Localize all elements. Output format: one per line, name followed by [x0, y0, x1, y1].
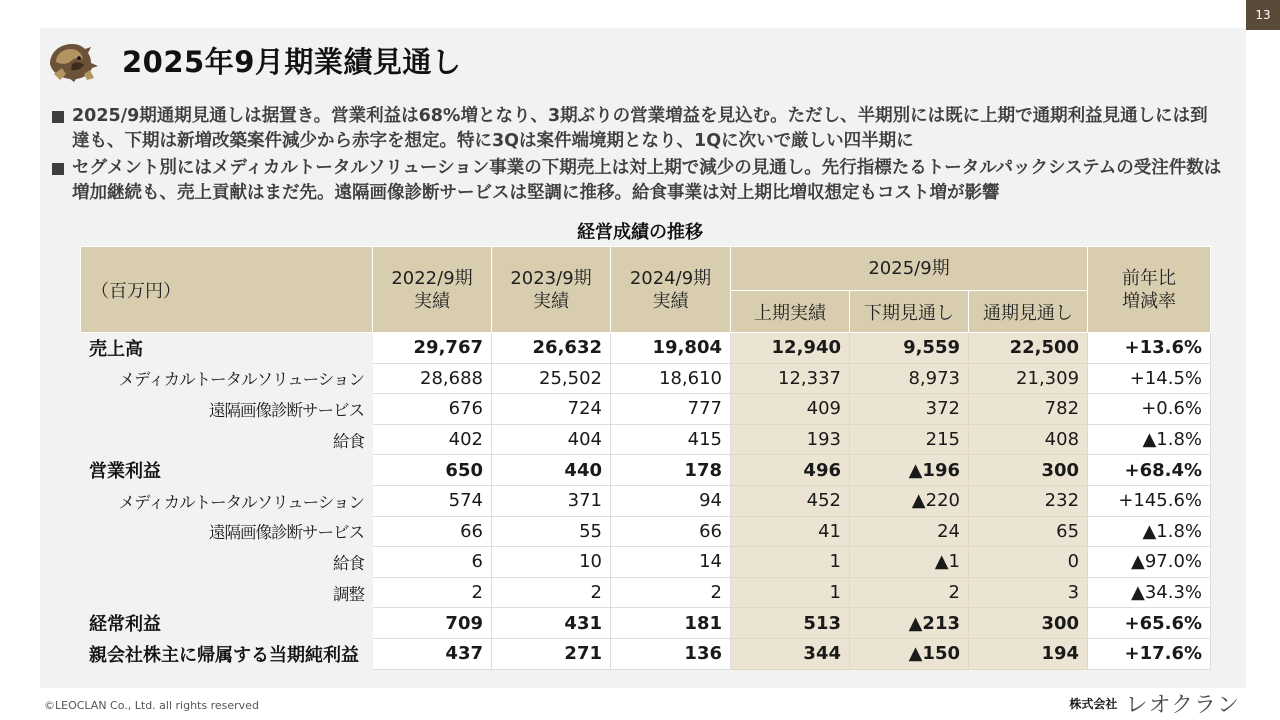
page-title: 2025年9月期業績見通し	[122, 45, 462, 79]
table-cell: 452	[731, 485, 850, 516]
table-cell: 21,309	[969, 363, 1088, 394]
table-cell: 724	[492, 394, 611, 425]
row-label: 給食	[81, 547, 373, 578]
table-cell: 650	[373, 455, 492, 486]
table-row	[81, 577, 1211, 608]
table-cell: 2	[492, 577, 611, 608]
group-header-2025: 2025/9期	[731, 247, 1088, 291]
table-cell: 300	[969, 455, 1088, 486]
table-row	[81, 394, 1211, 425]
table-cell: 402	[373, 424, 492, 455]
table-cell: 437	[373, 638, 492, 669]
table-cell: 8,973	[850, 363, 969, 394]
table-cell: +68.4%	[1088, 455, 1211, 486]
table-cell: 65	[969, 516, 1088, 547]
table-cell: 1	[731, 577, 850, 608]
table-cell: ▲1.8%	[1088, 424, 1211, 455]
row-label: 営業利益	[81, 455, 373, 486]
table-cell: ▲196	[850, 455, 969, 486]
table-row	[81, 424, 1211, 455]
table-cell: ▲1	[850, 547, 969, 578]
table-cell: +65.6%	[1088, 608, 1211, 639]
brand-logo	[1069, 688, 1240, 719]
table-cell: 409	[731, 394, 850, 425]
table-cell: +13.6%	[1088, 333, 1211, 364]
table-cell: 66	[611, 516, 731, 547]
row-label: 給食	[81, 424, 373, 455]
copyright-footer: ©LEOCLAN Co., Ltd. all rights reserved	[44, 699, 259, 712]
col-header-2024-label: 2024/9期 実績	[629, 267, 712, 312]
table-cell: 496	[731, 455, 850, 486]
table-cell: 215	[850, 424, 969, 455]
col-header-h1: 上期実績	[731, 291, 850, 333]
table-cell: ▲1.8%	[1088, 516, 1211, 547]
table-cell: 25,502	[492, 363, 611, 394]
table-cell: ▲34.3%	[1088, 577, 1211, 608]
table-cell: 12,940	[731, 333, 850, 364]
bullet-square-icon	[52, 111, 64, 123]
table-cell: 371	[492, 485, 611, 516]
table-cell: 10	[492, 547, 611, 578]
brand-name: レオクラン	[1125, 693, 1240, 718]
bullet-text: 2025/9期通期見通しは据置き。営業利益は68%増となり、3期ぶりの営業増益を見込む。ただし、半期別には既に上期で通期利益見通しには到達も、下期は新増改築案件減少から赤字を想定。特に3Qは案件端境期となり、1Qに次いで厳しい四半期に	[72, 106, 1208, 151]
table-cell: 415	[611, 424, 731, 455]
table-cell: 12,337	[731, 363, 850, 394]
table-cell: 372	[850, 394, 969, 425]
col-header-2024	[611, 247, 731, 333]
table-cell: 300	[969, 608, 1088, 639]
unit-header: （百万円）	[81, 247, 373, 333]
table-body	[81, 333, 1211, 670]
table-cell: 2	[611, 577, 731, 608]
table-cell: 232	[969, 485, 1088, 516]
col-header-2022-label: 2022/9期 実績	[391, 267, 473, 312]
performance-table	[80, 246, 1211, 670]
col-header-h2: 下期見通し	[850, 291, 969, 333]
col-header-fy: 通期見通し	[969, 291, 1088, 333]
row-label: 調整	[81, 577, 373, 608]
table-cell: ▲220	[850, 485, 969, 516]
bullet-square-icon	[52, 163, 64, 175]
table-cell: 181	[611, 608, 731, 639]
table-row	[81, 333, 1211, 364]
table-cell: 94	[611, 485, 731, 516]
table-cell: 18,610	[611, 363, 731, 394]
table-cell: ▲97.0%	[1088, 547, 1211, 578]
table-cell: 2	[373, 577, 492, 608]
table-cell: 777	[611, 394, 731, 425]
row-label: 遠隔画像診断サービス	[81, 394, 373, 425]
col-header-yoy	[1088, 247, 1211, 333]
table-title: 経営成績の推移	[577, 222, 703, 243]
table-cell: 344	[731, 638, 850, 669]
table-cell: ▲213	[850, 608, 969, 639]
table-cell: 513	[731, 608, 850, 639]
col-header-2023-label: 2023/9期 実績	[510, 267, 592, 312]
col-header-yoy-label: 前年比 増減率	[1122, 267, 1177, 312]
table-cell: 14	[611, 547, 731, 578]
brand-company: 株式会社	[1069, 697, 1118, 711]
table-cell: 440	[492, 455, 611, 486]
table-cell: +14.5%	[1088, 363, 1211, 394]
table-cell: 26,632	[492, 333, 611, 364]
table-row	[81, 608, 1211, 639]
row-label: 売上高	[81, 333, 373, 364]
table-cell: 408	[969, 424, 1088, 455]
table-cell: 1	[731, 547, 850, 578]
lion-icon	[44, 34, 102, 84]
bullet-item-1	[52, 104, 1222, 154]
row-label: 遠隔画像診断サービス	[81, 516, 373, 547]
table-cell: 28,688	[373, 363, 492, 394]
table-cell: 709	[373, 608, 492, 639]
row-label: 経常利益	[81, 608, 373, 639]
table-cell: 19,804	[611, 333, 731, 364]
table-cell: 24	[850, 516, 969, 547]
bullet-text: セグメント別にはメディカルトータルソリューション事業の下期売上は対上期で減少の見通し。先行指標たるトータルパックシステムの受注件数は増加継続も、売上貢献はまだ先。遠隔画像診断サービスは堅調に推移。給食事業は対上期比増収想定もコスト増が影響	[72, 158, 1222, 203]
page-number: 13	[1246, 0, 1280, 30]
table-row	[81, 485, 1211, 516]
table-cell: 574	[373, 485, 492, 516]
row-label: メディカルトータルソリューション	[81, 485, 373, 516]
table-cell: 2	[850, 577, 969, 608]
table-row	[81, 516, 1211, 547]
table-cell: 193	[731, 424, 850, 455]
row-label: 親会社株主に帰属する当期純利益	[81, 638, 373, 669]
table-cell: 136	[611, 638, 731, 669]
table-row	[81, 363, 1211, 394]
table-cell: 41	[731, 516, 850, 547]
table-cell: 0	[969, 547, 1088, 578]
table-cell: 3	[969, 577, 1088, 608]
table-cell: 66	[373, 516, 492, 547]
table-cell: 29,767	[373, 333, 492, 364]
table-cell: 271	[492, 638, 611, 669]
table-cell: +17.6%	[1088, 638, 1211, 669]
table-cell: 9,559	[850, 333, 969, 364]
bullet-item-2	[52, 156, 1222, 206]
table-cell: +145.6%	[1088, 485, 1211, 516]
col-header-2022	[373, 247, 492, 333]
table-cell: 194	[969, 638, 1088, 669]
table-row	[81, 547, 1211, 578]
table-cell: 178	[611, 455, 731, 486]
table-row	[81, 638, 1211, 669]
table-cell: 22,500	[969, 333, 1088, 364]
table-cell: 404	[492, 424, 611, 455]
table-cell: 55	[492, 516, 611, 547]
table-row	[81, 455, 1211, 486]
table-cell: 431	[492, 608, 611, 639]
row-label: メディカルトータルソリューション	[81, 363, 373, 394]
table-cell: ▲150	[850, 638, 969, 669]
table-cell: +0.6%	[1088, 394, 1211, 425]
table-cell: 782	[969, 394, 1088, 425]
table-cell: 6	[373, 547, 492, 578]
table-cell: 676	[373, 394, 492, 425]
col-header-2023	[492, 247, 611, 333]
